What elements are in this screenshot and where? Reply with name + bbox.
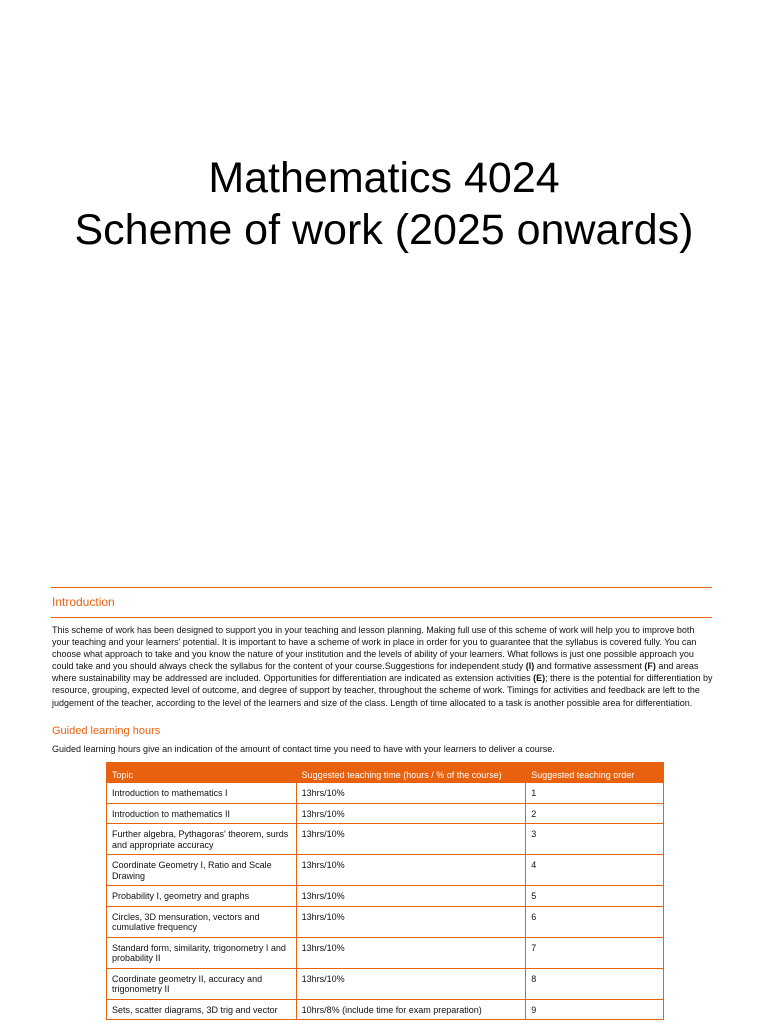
intro-text-3: and areas where sustainability may be addressed are included. Opportunities for differentiation are indicated as extension activities xyxy=(52,661,699,684)
cell-order: 5 xyxy=(526,886,664,907)
title-line-2: Scheme of work (2025 onwards) xyxy=(74,206,694,254)
cell-topic: Circles, 3D mensuration, vectors and cumulative frequency xyxy=(107,906,297,937)
intro-bold-extension: (E) xyxy=(533,673,546,684)
intro-bold-formative: (F) xyxy=(644,661,656,672)
cell-order: 9 xyxy=(526,999,664,1020)
cell-order: 2 xyxy=(526,803,664,824)
introduction-paragraph xyxy=(52,624,714,709)
header-teaching-time: Suggested teaching time (hours / % of the course) xyxy=(296,762,526,783)
cell-order: 6 xyxy=(526,906,664,937)
intro-text-1: This scheme of work has been designed to support you in your teaching and lesson planning. Making full use of this scheme of work will help you to improve both your teaching and your learners' potential. It is important to have a scheme of work in place in order for you to guarantee that the syllabus is covered fully. You can choose what approach to take and you know the nature of your institution and the levels of ability of your learners. What follows is just one possible approach you could take and you should always check the syllabus for the content of your course.Suggestions for independent study xyxy=(52,625,697,672)
table-row xyxy=(107,803,664,824)
table-row xyxy=(107,999,664,1020)
cell-order: 8 xyxy=(526,968,664,999)
table-row xyxy=(107,886,664,907)
title-line-1: Mathematics 4024 xyxy=(208,154,560,202)
document-title xyxy=(0,152,768,256)
header-teaching-order: Suggested teaching order xyxy=(526,762,664,783)
cell-order: 3 xyxy=(526,824,664,855)
guided-learning-heading: Guided learning hours xyxy=(52,725,161,737)
divider-top xyxy=(51,587,712,588)
cell-topic: Introduction to mathematics II xyxy=(107,803,297,824)
cell-time: 10hrs/8% (include time for exam preparation) xyxy=(296,999,526,1020)
cell-time: 13hrs/10% xyxy=(296,886,526,907)
teaching-order-table xyxy=(106,762,664,1020)
table-row xyxy=(107,937,664,968)
cell-order: 4 xyxy=(526,855,664,886)
table-row xyxy=(107,906,664,937)
cell-time: 13hrs/10% xyxy=(296,803,526,824)
cell-time: 13hrs/10% xyxy=(296,906,526,937)
cell-time: 13hrs/10% xyxy=(296,968,526,999)
cell-time: 13hrs/10% xyxy=(296,937,526,968)
introduction-heading: Introduction xyxy=(52,595,115,609)
table-row xyxy=(107,783,664,804)
cell-time: 13hrs/10% xyxy=(296,855,526,886)
cell-topic: Sets, scatter diagrams, 3D trig and vector xyxy=(107,999,297,1020)
cell-time: 13hrs/10% xyxy=(296,824,526,855)
cell-order: 7 xyxy=(526,937,664,968)
guided-learning-text: Guided learning hours give an indication of the amount of contact time you need to have with your learners to deliver a course. xyxy=(52,744,555,754)
cell-topic: Coordinate geometry II, accuracy and trigonometry II xyxy=(107,968,297,999)
cell-order: 1 xyxy=(526,783,664,804)
cell-topic: Introduction to mathematics I xyxy=(107,783,297,804)
divider-bottom xyxy=(51,617,712,618)
intro-bold-independent: (I) xyxy=(525,661,535,672)
cell-topic: Probability I, geometry and graphs xyxy=(107,886,297,907)
cell-topic: Further algebra, Pythagoras' theorem, surds and appropriate accuracy xyxy=(107,824,297,855)
table-row xyxy=(107,968,664,999)
table-header-row xyxy=(107,762,664,783)
cell-topic: Standard form, similarity, trigonometry I and probability II xyxy=(107,937,297,968)
intro-text-2: and formative assessment xyxy=(534,661,645,672)
cell-topic: Coordinate Geometry I, Ratio and Scale Drawing xyxy=(107,855,297,886)
intro-text-4: ; there is the potential for differentiation by resource, grouping, expected level of outcome, and degree of support by teacher, throughout the scheme of work. Timings for activities and feedback are left to the judgement of the teacher, according to the level of the learners and size of the class. Length of time allocated to a task is another possible area for differentiation. xyxy=(52,673,713,708)
table-row xyxy=(107,855,664,886)
table-row xyxy=(107,824,664,855)
cell-time: 13hrs/10% xyxy=(296,783,526,804)
header-topic: Topic xyxy=(107,762,297,783)
